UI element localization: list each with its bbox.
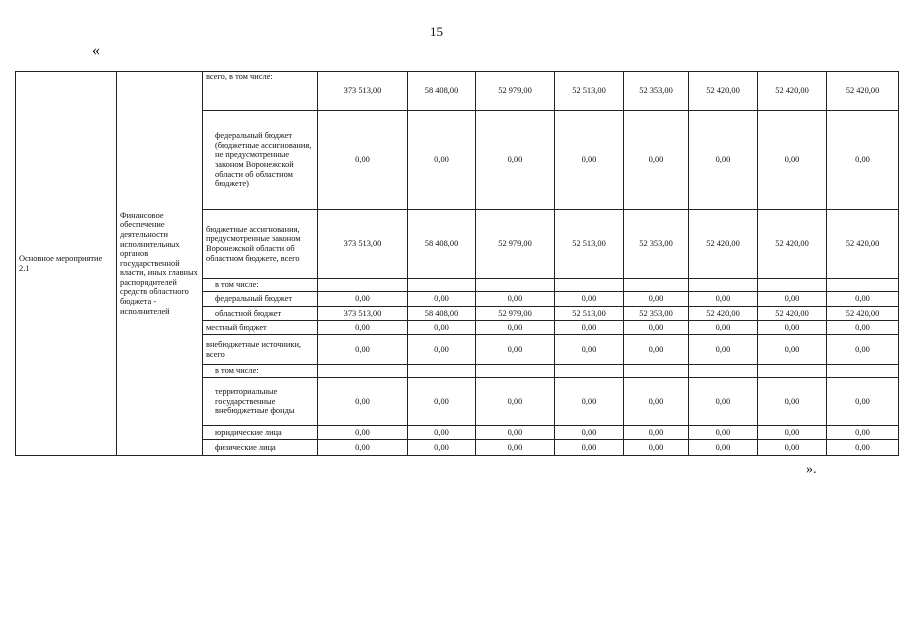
amount-cell: 0,00 [476,440,555,456]
amount-cell: 0,00 [555,440,624,456]
amount-cell [318,365,408,378]
closing-quote-mark: ». [806,462,817,477]
amount-cell: 0,00 [827,335,899,365]
funding-source-label: в том числе: [203,365,318,378]
event-name-cell: Основное мероприятие 2.1 [16,72,117,456]
financing-table [15,71,899,456]
amount-cell: 0,00 [318,378,408,426]
funding-source-label: внебюджетные источники, всего [203,335,318,365]
amount-cell: 0,00 [689,440,758,456]
amount-cell: 0,00 [689,321,758,335]
amount-cell: 0,00 [758,111,827,210]
amount-cell: 52 420,00 [827,307,899,321]
amount-cell: 0,00 [476,321,555,335]
amount-cell: 373 513,00 [318,210,408,279]
amount-cell: 0,00 [827,321,899,335]
amount-cell: 0,00 [624,440,689,456]
amount-cell: 58 408,00 [408,72,476,111]
amount-cell: 52 420,00 [689,72,758,111]
amount-cell [476,365,555,378]
amount-cell: 0,00 [758,335,827,365]
amount-cell: 0,00 [758,292,827,307]
amount-cell [555,365,624,378]
amount-cell: 0,00 [408,378,476,426]
amount-cell [624,279,689,292]
amount-cell: 52 420,00 [827,72,899,111]
funding-source-label: бюджетные ассигнования, предусмотренные законом Воронежской области об областном бюджете, всего [203,210,318,279]
funding-source-label: областной бюджет [203,307,318,321]
amount-cell: 0,00 [758,321,827,335]
amount-cell: 0,00 [689,292,758,307]
amount-cell: 0,00 [624,321,689,335]
funding-source-label: федеральный бюджет (бюджетные ассигнования, не предусмотренные законом Воронежской области об областном бюджете) [203,111,318,210]
amount-cell: 52 979,00 [476,210,555,279]
amount-cell [624,365,689,378]
amount-cell: 0,00 [827,440,899,456]
amount-cell: 0,00 [318,440,408,456]
amount-cell [827,365,899,378]
amount-cell: 0,00 [408,292,476,307]
amount-cell: 52 979,00 [476,307,555,321]
amount-cell: 0,00 [408,321,476,335]
amount-cell: 0,00 [555,335,624,365]
amount-cell: 0,00 [476,335,555,365]
page-number: 15 [430,24,443,39]
amount-cell: 0,00 [408,426,476,440]
funding-source-label: территориальные государственные внебюджетные фонды [203,378,318,426]
amount-cell: 0,00 [476,292,555,307]
amount-cell: 373 513,00 [318,72,408,111]
amount-cell: 58 408,00 [408,307,476,321]
amount-cell [758,279,827,292]
amount-cell: 0,00 [624,426,689,440]
amount-cell: 0,00 [758,378,827,426]
amount-cell: 58 408,00 [408,210,476,279]
amount-cell: 0,00 [689,335,758,365]
amount-cell: 0,00 [318,426,408,440]
amount-cell [827,279,899,292]
amount-cell: 52 420,00 [758,210,827,279]
funding-source-label: в том числе: [203,279,318,292]
amount-cell: 0,00 [689,378,758,426]
amount-cell: 0,00 [318,335,408,365]
amount-cell [758,365,827,378]
amount-cell [408,279,476,292]
amount-cell: 0,00 [827,111,899,210]
amount-cell: 52 420,00 [689,210,758,279]
amount-cell [689,365,758,378]
amount-cell: 0,00 [408,111,476,210]
amount-cell [318,279,408,292]
amount-cell: 0,00 [624,378,689,426]
amount-cell: 0,00 [555,111,624,210]
amount-cell [555,279,624,292]
amount-cell: 52 353,00 [624,72,689,111]
amount-cell: 52 513,00 [555,72,624,111]
amount-cell: 0,00 [689,111,758,210]
amount-cell: 0,00 [555,321,624,335]
amount-cell [476,279,555,292]
amount-cell: 52 420,00 [758,307,827,321]
amount-cell: 0,00 [408,335,476,365]
amount-cell: 0,00 [555,378,624,426]
amount-cell: 373 513,00 [318,307,408,321]
funding-source-label: физические лица [203,440,318,456]
amount-cell: 0,00 [827,426,899,440]
amount-cell: 0,00 [624,111,689,210]
amount-cell: 52 353,00 [624,210,689,279]
amount-cell: 0,00 [555,292,624,307]
funding-source-label: юридические лица [203,426,318,440]
amount-cell: 0,00 [758,440,827,456]
amount-cell: 0,00 [827,292,899,307]
amount-cell: 0,00 [476,378,555,426]
amount-cell: 0,00 [318,292,408,307]
amount-cell: 52 979,00 [476,72,555,111]
amount-cell: 0,00 [318,321,408,335]
amount-cell: 0,00 [408,440,476,456]
amount-cell: 52 420,00 [827,210,899,279]
amount-cell: 52 513,00 [555,210,624,279]
funding-source-label: местный бюджет [203,321,318,335]
amount-cell: 52 420,00 [758,72,827,111]
amount-cell: 0,00 [318,111,408,210]
amount-cell: 52 353,00 [624,307,689,321]
amount-cell: 52 513,00 [555,307,624,321]
amount-cell: 0,00 [624,292,689,307]
amount-cell: 0,00 [758,426,827,440]
funding-source-label: федеральный бюджет [203,292,318,307]
amount-cell: 0,00 [689,426,758,440]
amount-cell: 0,00 [476,111,555,210]
amount-cell: 0,00 [624,335,689,365]
amount-cell [408,365,476,378]
table-row [16,72,899,111]
amount-cell: 52 420,00 [689,307,758,321]
amount-cell: 0,00 [476,426,555,440]
event-description-cell: Финансовое обеспечение деятельности исполнительных органов государственной власти, иных главных распорядителей средств областного бюджета - исполнителей [117,72,203,456]
funding-source-label: всего, в том числе: [203,72,318,111]
amount-cell: 0,00 [827,378,899,426]
amount-cell: 0,00 [555,426,624,440]
opening-quote-mark: « [92,42,100,59]
amount-cell [689,279,758,292]
